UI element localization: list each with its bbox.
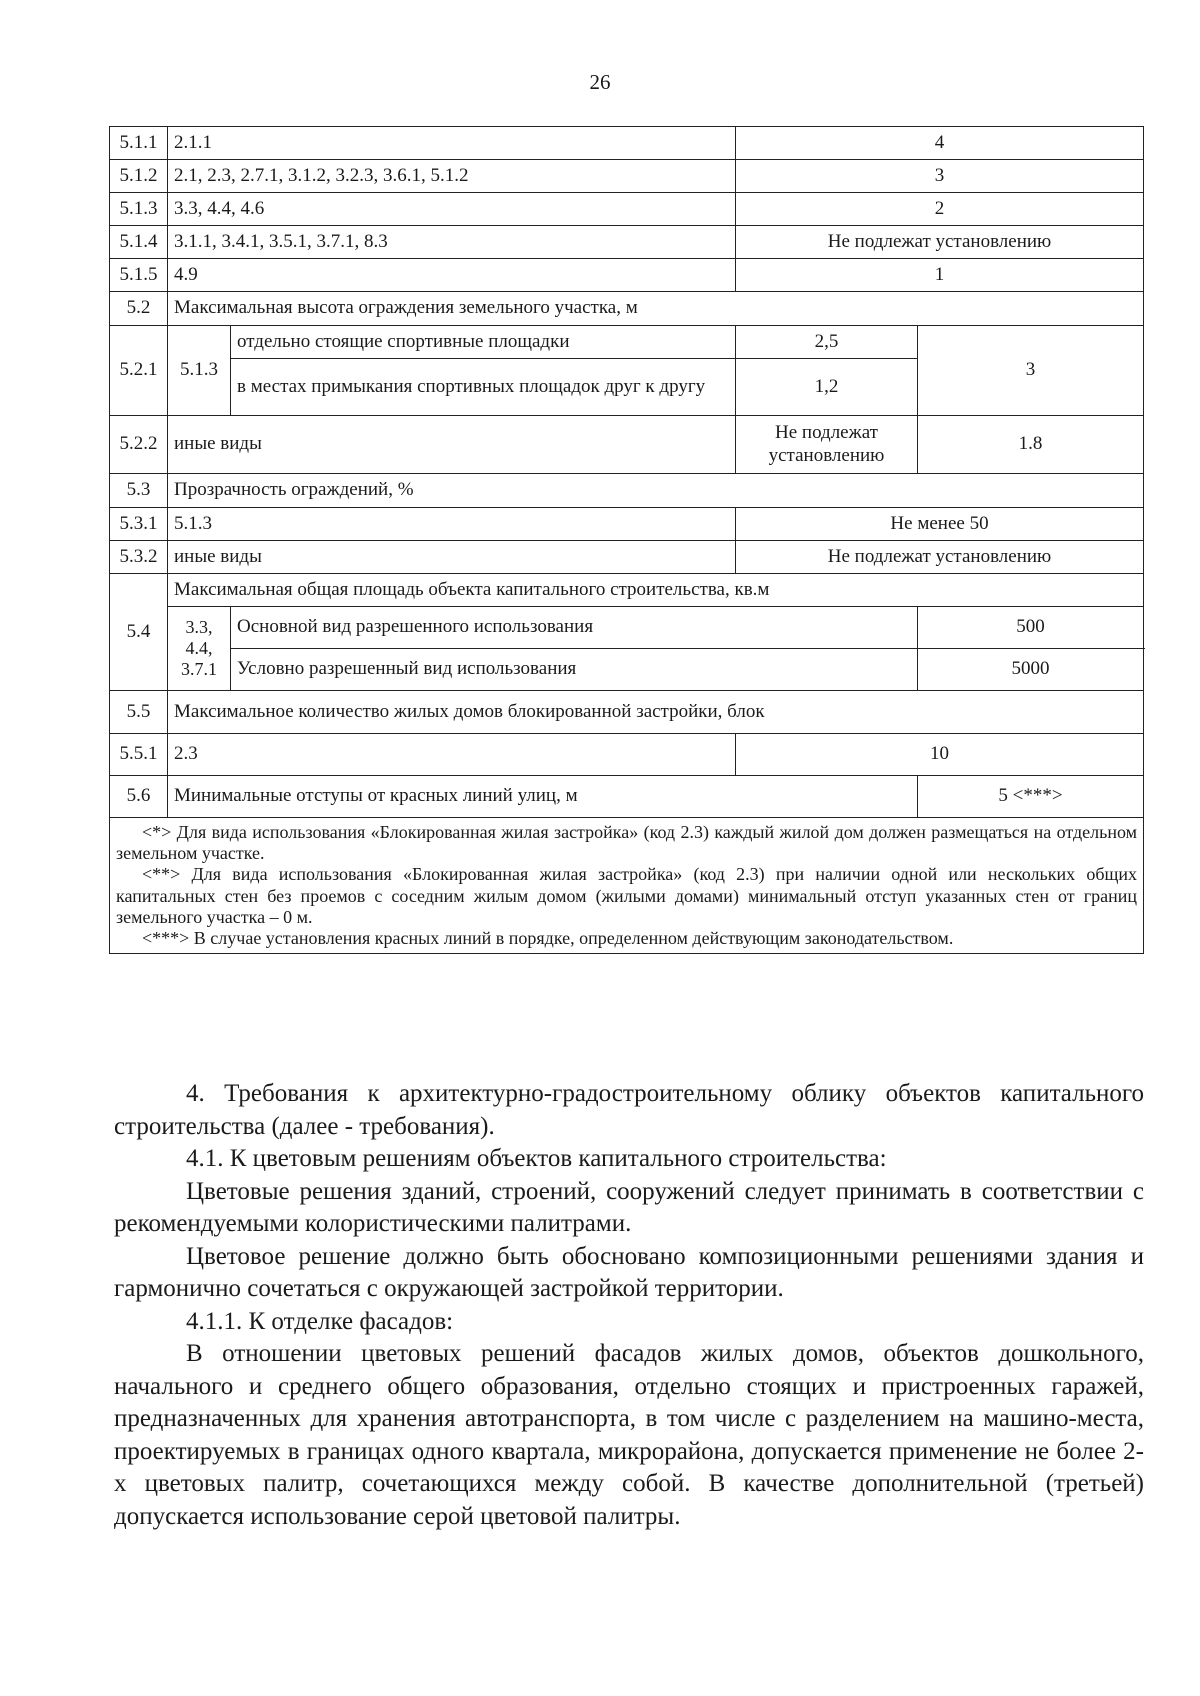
row-reference: 4.9	[168, 259, 736, 292]
row-code: 5.1.3	[110, 193, 168, 226]
row-reference: 2.1, 2.3, 2.7.1, 3.1.2, 3.2.3, 3.6.1, 5.1.2	[168, 160, 736, 193]
row-code: 5.4	[110, 574, 168, 691]
sub-item-value: 1,2	[736, 359, 918, 416]
row-code: 5.3.2	[110, 541, 168, 574]
paragraph: Цветовые решения зданий, строений, сооружений следует принимать в соответствии с рекомендуемыми колористическими палитрами.	[114, 1177, 1144, 1237]
row-reference: 2.3	[168, 734, 736, 776]
row-value: 3	[918, 326, 1144, 416]
row-value: Не подлежат установлению	[736, 541, 1144, 574]
row-code: 5.2.1	[110, 326, 168, 416]
regulations-table	[109, 126, 1144, 954]
body-text	[114, 1078, 1144, 1533]
table-row	[110, 160, 1144, 193]
table-row	[110, 127, 1144, 160]
row-code: 5.1.2	[110, 160, 168, 193]
row-code: 5.5	[110, 691, 168, 734]
table-row	[110, 607, 1144, 649]
row-value: 1.8	[918, 416, 1144, 474]
footnote-1: <*> Для вида использования «Блокированная жилая застройка» (код 2.3) каждый жилой дом должен размещаться на отдельном земельном участке.	[116, 822, 1137, 864]
section-title: Максимальная высота ограждения земельного участка, м	[168, 292, 1144, 326]
section-row	[110, 691, 1144, 734]
sub-item-value: 500	[918, 607, 1144, 649]
row-reference: 2.1.1	[168, 127, 736, 160]
row-value: 4	[736, 127, 1144, 160]
row-code: 5.6	[110, 776, 168, 818]
section-title: Прозрачность ограждений, %	[168, 474, 1144, 508]
row-reference: 3.3, 4.4, 4.6	[168, 193, 736, 226]
table-row	[110, 541, 1144, 574]
footnote-2: <**> Для вида использования «Блокированная жилая застройка» (код 2.3) при наличии одной или нескольких общих капитальных стен без проемов с соседним жилым домом (жилыми домами) минимальный отступ указанных стен от границ земельного участка – 0 м.	[116, 864, 1137, 927]
sub-item-value: 2,5	[736, 326, 918, 359]
table-row	[110, 193, 1144, 226]
sub-item-value: Не подлежат установлению	[736, 416, 918, 474]
footnote-3: <***> В случае установления красных линий в порядке, определенном действующим законодательством.	[142, 928, 954, 949]
table-row	[110, 508, 1144, 541]
row-text: иные виды	[168, 416, 736, 474]
table-row	[110, 734, 1144, 776]
row-reference: 5.1.3	[168, 508, 736, 541]
row-reference: иные виды	[168, 541, 736, 574]
row-code: 5.3.1	[110, 508, 168, 541]
paragraph: Цветовое решение должно быть обосновано композиционными решениями здания и гармонично сочетаться с окружающей застройкой территории.	[114, 1242, 1144, 1302]
row-code: 5.1.4	[110, 226, 168, 259]
paragraph: 4. Требования к архитектурно-градостроительному облику объектов капитального строительства (далее - требования).	[114, 1080, 1144, 1140]
section-row	[110, 474, 1144, 508]
sub-item-value: 5000	[918, 649, 1144, 691]
row-code: 5.3	[110, 474, 168, 508]
row-code: 5.5.1	[110, 734, 168, 776]
section-row	[110, 292, 1144, 326]
row-value: 5 <***>	[918, 776, 1144, 818]
row-reference: 3.3, 4.4, 3.7.1	[168, 607, 231, 691]
section-title: Максимальная общая площадь объекта капитального строительства, кв.м	[168, 574, 1144, 607]
footnotes	[110, 818, 1144, 954]
notes-row	[110, 818, 1144, 954]
paragraph: 4.1. К цветовым решениям объектов капитального строительства:	[186, 1145, 887, 1172]
table-row	[110, 326, 1144, 359]
sub-item-label: Основной вид разрешенного использования	[231, 607, 918, 649]
section-row	[110, 574, 1144, 607]
sub-item-label: в местах примыкания спортивных площадок друг к другу	[231, 359, 736, 416]
table-row	[110, 226, 1144, 259]
row-reference: 3.1.1, 3.4.1, 3.5.1, 3.7.1, 8.3	[168, 226, 736, 259]
row-code: 5.2	[110, 292, 168, 326]
row-value: 1	[736, 259, 1144, 292]
row-reference: 5.1.3	[168, 326, 231, 416]
row-value: 3	[736, 160, 1144, 193]
table-row	[110, 776, 1144, 818]
table-row	[110, 416, 1144, 474]
row-value: 10	[736, 734, 1144, 776]
paragraph: В отношении цветовых решений фасадов жилых домов, объектов дошкольного, начального и среднего общего образования, отдельно стоящих и пристроенных гаражей, предназначенных для хранения автотранспорта, в том числе с разделением на машино-места, проектируемых в границах одного квартала, микрорайона, допускается применение не более 2-х цветовых палитр, сочетающихся между собой. В качестве дополнительной (третьей) допускается использование серой цветовой палитры.	[114, 1340, 1144, 1530]
row-code: 5.2.2	[110, 416, 168, 474]
row-text: Минимальные отступы от красных линий улиц, м	[168, 776, 918, 818]
row-value: Не менее 50	[736, 508, 1144, 541]
row-value: 2	[736, 193, 1144, 226]
page-number: 26	[589, 70, 611, 94]
table-row	[110, 649, 1144, 691]
section-title: Максимальное количество жилых домов блокированной застройки, блок	[168, 691, 1144, 734]
row-code: 5.1.5	[110, 259, 168, 292]
row-value: Не подлежат установлению	[736, 226, 1144, 259]
table-row	[110, 259, 1144, 292]
sub-item-label: Условно разрешенный вид использования	[231, 649, 918, 691]
row-code: 5.1.1	[110, 127, 168, 160]
sub-item-label: отдельно стоящие спортивные площадки	[231, 326, 736, 359]
paragraph: 4.1.1. К отделке фасадов:	[186, 1307, 454, 1335]
